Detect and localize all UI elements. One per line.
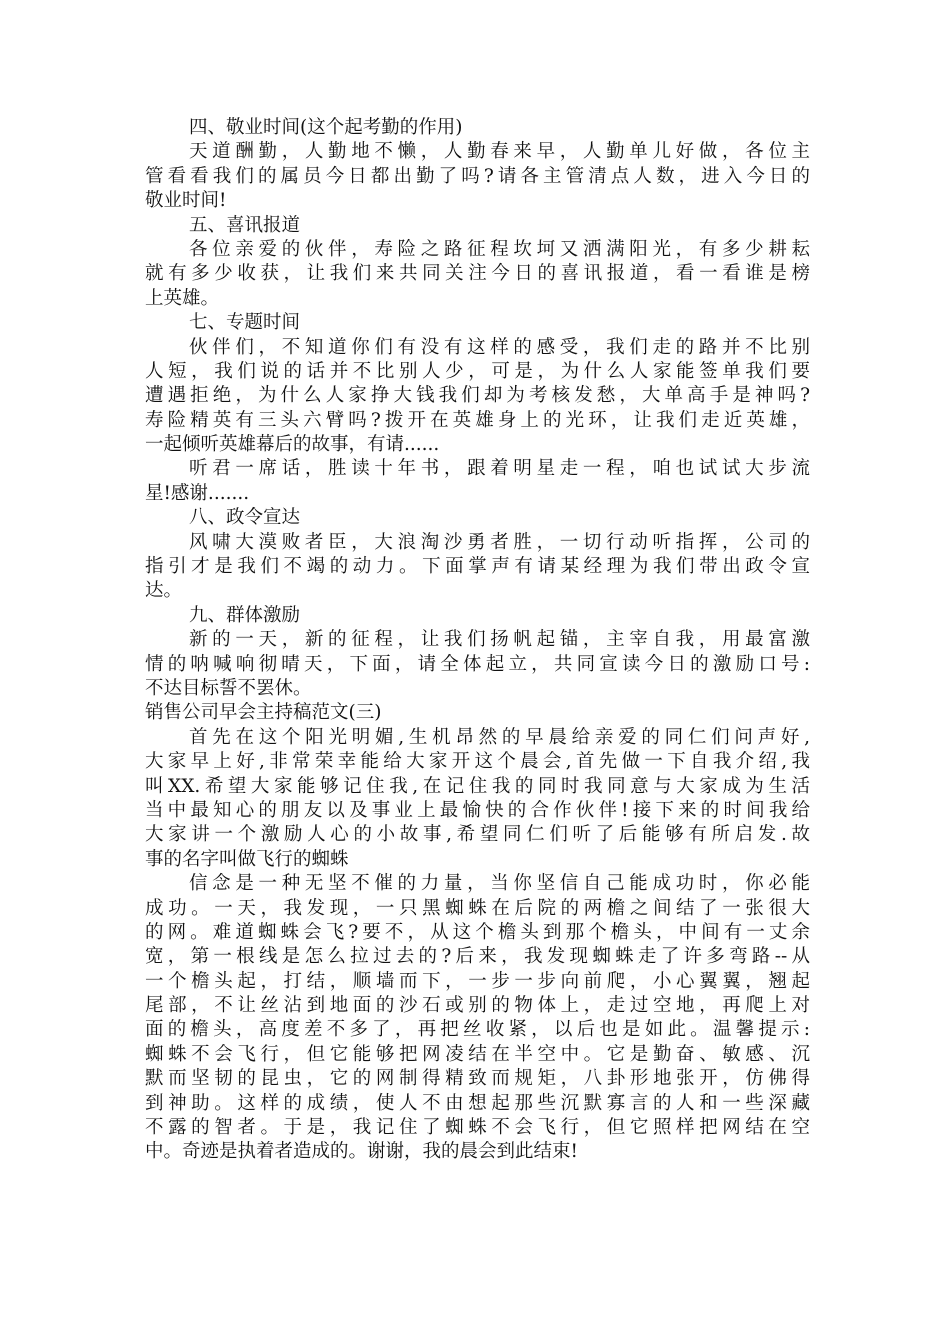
text-line: 遭遇拒绝，为什么人家挣大钱我们却为考核发愁，大单高手是神吗? [145, 385, 810, 407]
text-line: 人短，我们说的话并不比别人少，可是，为什么人家能签单我们要 [145, 360, 810, 382]
text-line: 不达目标誓不罢休。 [145, 677, 312, 699]
text-line: 各位亲爱的伙伴，寿险之路征程坎坷又洒满阳光，有多少耕耘 [189, 238, 810, 260]
text-line: 管看看我们的属员今日都出勤了吗?请各主管清点人数，进入今日的 [145, 165, 810, 187]
text-line: 敬业时间! [145, 190, 227, 212]
text-line: 信念是一种无坚不催的力量，当你坚信自己能成功时，你必能 [189, 873, 810, 895]
text-line: 面的檐头，高度差不多了，再把丝收紧，以后也是如此。温馨提示: [145, 1019, 810, 1041]
text-line: 七、专题时间 [189, 312, 301, 334]
text-line: 尾部，不让丝沾到地面的沙石或别的物体上，走过空地，再爬上对 [145, 995, 810, 1017]
text-line: 上英雄。 [145, 287, 220, 309]
text-line: 星!感谢....... [145, 482, 250, 504]
text-line: 中。奇迹是执着者造成的。谢谢，我的晨会到此结束! [145, 1141, 578, 1163]
text-line: 的网。难道蜘蛛会飞?要不，从这个檐头到那个檐头，中间有一丈余 [145, 921, 810, 943]
text-line: 一个檐头起，打结，顺墙而下，一步一步向前爬，小心翼翼，翘起 [145, 970, 810, 992]
text-line: 伙伴们，不知道你们有没有这样的感受，我们走的路并不比别 [189, 336, 810, 358]
text-line: 四、敬业时间(这个起考勤的作用) [189, 117, 463, 138]
text-line: 九、群体激励 [189, 604, 301, 626]
text-line: 指引才是我们不竭的动力。下面掌声有请某经理为我们带出政令宣 [145, 556, 810, 578]
text-line: 听君一席话，胜读十年书，跟着明星走一程，咱也试试大步流 [189, 458, 810, 480]
text-line: 就有多少收获，让我们来共同关注今日的喜讯报道，看一看谁是榜 [145, 263, 810, 285]
text-line: 八、政令宣达 [189, 507, 301, 529]
text-line: 大家讲一个激励人心的小故事,希望同仁们听了后能够有所启发.故 [145, 824, 810, 846]
text-line: 叫XX.希望大家能够记住我,在记住我的同时我同意与大家成为生活 [145, 775, 810, 797]
text-line: 到神助。这样的成绩，使人不由想起那些沉默寡言的人和一些深藏 [145, 1092, 810, 1114]
text-line: 当中最知心的朋友以及事业上最愉快的合作伙伴!接下来的时间我给 [145, 799, 810, 821]
text-line: 达。 [145, 580, 183, 602]
text-line: 成功。一天，我发现，一只黑蜘蛛在后院的两檐之间结了一张很大 [145, 897, 810, 919]
text-line: 天道酬勤，人勤地不懒，人勤春来早，人勤单儿好做，各位主 [189, 141, 810, 163]
text-line: 不露的智者。于是，我记住了蜘蛛不会飞行，但它照样把网结在空 [145, 1117, 810, 1139]
text-line: 大家早上好,非常荣幸能给大家开这个晨会,首先做一下自我介绍,我 [145, 751, 810, 773]
text-line: 宽，第一根线是怎么拉过去的?后来，我发现蜘蛛走了许多弯路--从 [145, 946, 810, 968]
text-line: 默而坚韧的昆虫，它的网制得精致而规矩，八卦形地张开，仿佛得 [145, 1068, 810, 1090]
text-line: 新的一天，新的征程，让我们扬帆起锚，主宰自我，用最富激 [189, 629, 810, 651]
text-line: 风啸大漠败者臣，大浪淘沙勇者胜，一切行动听指挥，公司的 [189, 531, 810, 553]
text-line: 一起倾听英雄幕后的故事，有请...... [145, 434, 440, 456]
text-line: 蜘蛛不会飞行，但它能够把网凌结在半空中。它是勤奋、敏感、沉 [145, 1043, 810, 1065]
text-line: 情的呐喊响彻晴天，下面，请全体起立，共同宣读今日的激励口号: [145, 653, 810, 675]
text-line: 销售公司早会主持稿范文(三) [145, 702, 382, 724]
text-line: 事的名字叫做飞行的蜘蛛 [145, 848, 349, 870]
text-line: 寿险精英有三头六臂吗?拨开在英雄身上的光环，让我们走近英雄， [145, 409, 810, 431]
text-line: 首先在这个阳光明媚,生机昂然的早晨给亲爱的同仁们问声好, [189, 726, 810, 748]
text-line: 五、喜讯报道 [189, 214, 301, 236]
document-body [145, 116, 810, 1165]
